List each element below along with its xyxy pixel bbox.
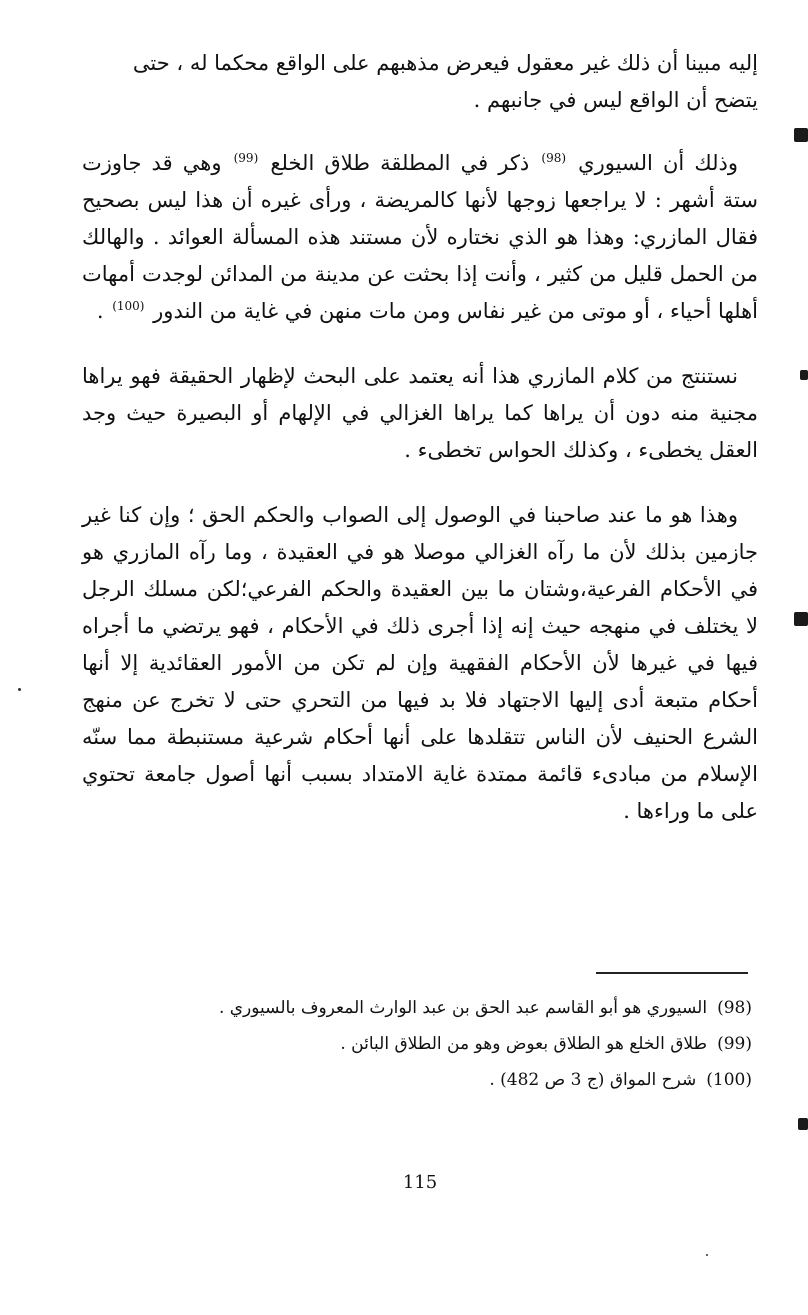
footnote-number: (100) (706, 1070, 752, 1090)
footnote-divider (596, 972, 748, 974)
scan-speck (706, 1254, 708, 1256)
footnote-100 (82, 1062, 752, 1098)
paragraph-1 (82, 45, 758, 119)
scan-speck (18, 688, 21, 691)
footnote-ref-100: (100) (112, 299, 145, 313)
paragraph-2-text: . (96, 299, 111, 323)
page-number: 115 (402, 1172, 438, 1193)
scan-mark (794, 128, 808, 142)
paragraph-1-line-1: إليه مبينا أن ذلك غير معقول فيعرض مذهبهم على الواقع محكما له ، حتى (132, 51, 758, 75)
footnotes (82, 990, 752, 1098)
footnote-ref-99: (99) (233, 151, 259, 165)
main-text (82, 45, 758, 858)
footnote-text: شرح المواق (ج 3 ص 482) . (489, 1070, 697, 1090)
scan-mark (794, 612, 808, 626)
footnote-99 (82, 1026, 752, 1062)
paragraph-2 (82, 145, 758, 330)
footnote-ref-98: (98) (541, 151, 567, 165)
scan-mark (800, 370, 808, 380)
paragraph-2-text: ذكر في المطلقة طلاق الخلع (260, 151, 540, 175)
paragraph-3: نستنتج من كلام المازري هذا أنه يعتمد على البحث لإظهار الحقيقة فهو يراها مجنية منه دون أن يراها كما يراها الغزالي في الإلهام أو البصيرة حيث وجد العقل يخطىء ، وكذلك الحواس تخطىء . (82, 364, 758, 462)
paragraph-2-text: وهي قد جاوزت ستة أشهر : لا يراجعها زوجها لأنها كالمريضة ، ورأى غيره أن هذا ليس بصحيح فقال المازري: وهذا هو الذي نختاره لأن مستند هذه المسألة العوائد . والهالك من الحمل قليل من كثير ، وأنت إذا بحثت عن مدينة من المدائن لوجدت أمهات أهلها أحياء ، أو موتى من غير نفاس ومن مات منهن في غاية من الندور (82, 151, 758, 323)
scan-mark (798, 1118, 808, 1130)
paragraph-1-line-2: يتضح أن الواقع ليس في جانبهم . (473, 88, 758, 112)
paragraph-4: وهذا هو ما عند صاحبنا في الوصول إلى الصواب والحكم الحق ؛ وإن كنا غير جازمين بذلك لأن ما رآه الغزالي موصلا هو في العقيدة ، وما رآه المازري هو في الأحكام الفرعية،وشتان ما بين العقيدة والحكم الفرعي؛لكن مسلك الرجل لا يختلف في منهجه حيث إنه إذا أجرى ذلك في الأحكام ، فهو يرتضي ما أجراه فيها في غيرها لأن الأحكام الفقهية وإن لم تكن من الأمور العقائدية إلا أنها أحكام متبعة أدى إليها الاجتهاد فلا بد فيها من التحري حتى لا تخرج عن منهج الشرع الحنيف لأن الناس تتقلدها على أنها أحكام شرعية مستنبطة مما سنّه الإسلام من مبادىء قائمة ممتدة غاية الامتداد بسبب أنها أصول جامعة تحتوي على ما وراءها . (82, 503, 758, 823)
footnote-98 (82, 990, 752, 1026)
footnote-text: السيوري هو أبو القاسم عبد الحق بن عبد الوارث المعروف بالسيوري . (218, 998, 708, 1018)
footnote-number: (99) (717, 1034, 752, 1054)
footnote-text: طلاق الخلع هو الطلاق بعوض وهو من الطلاق البائن . (340, 1034, 708, 1054)
paragraph-2-text: وذلك أن السيوري (568, 151, 738, 175)
footnote-number: (98) (717, 998, 752, 1018)
